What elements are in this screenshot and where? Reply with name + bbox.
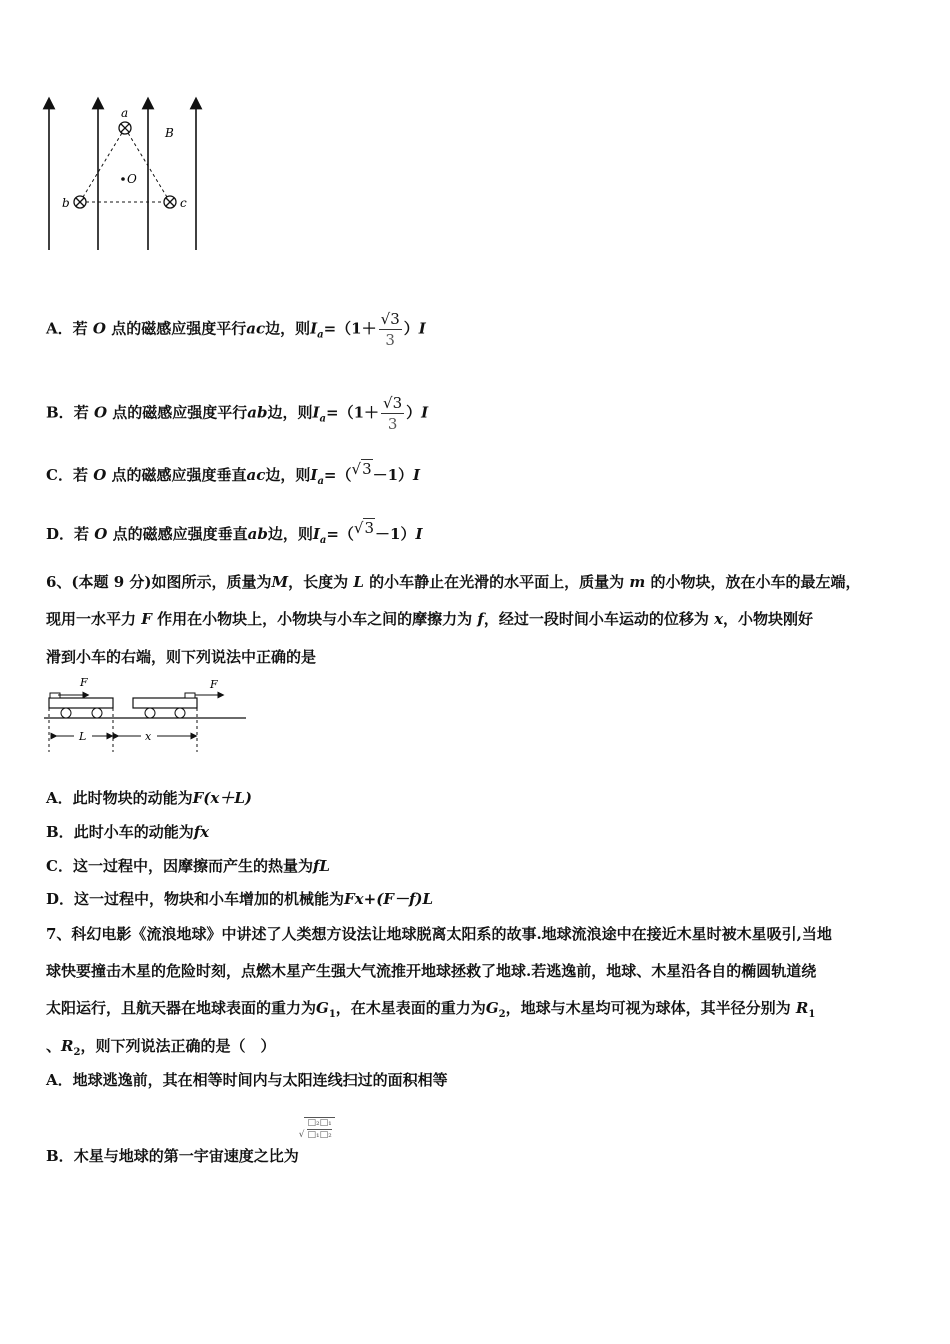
q6-stem-line-2: 现用一水平力 F 作用在小物块上，小物块与小车之间的摩擦力为 f，经过一段时间小车运动的位移为 x，小物块刚好 (46, 610, 814, 628)
fraction-sqrt3-over-3: $\frac{√3}{3}$ (383, 394, 403, 433)
label-b: b (62, 196, 70, 210)
q6-option-b: B．此时小车的动能为fx (46, 823, 210, 841)
label-f-right: F (210, 678, 218, 691)
q6-option-c: C．这一过程中，因摩擦而产生的热量为fL (46, 857, 330, 875)
wheel (61, 708, 71, 718)
wheel (92, 708, 102, 718)
label-o: O (127, 172, 137, 186)
q7-stem-line-2: 球快要撞击木星的危险时刻，点燃木星产生强大气流推开地球拯救了地球.若逃逸前，地球、木星沿各自的椭圆轨道绕 (46, 962, 817, 980)
cart-left (49, 698, 113, 708)
fraction-sqrt3-over-3: $\frac{√3}{3}$ (380, 310, 400, 349)
q7-stem-line-1: 7、科幻电影《流浪地球》中讲述了人类想方设法让地球脱离太阳系的故事.地球流浪途中在接近木星时被木星吸引,当地 (46, 925, 832, 943)
q7-stem-line-4: 、$R_2$，则下列说法正确的是（ ） (46, 1037, 276, 1058)
sqrt-fraction-placeholder: √ □₂□₁ □₁□₂ (299, 1117, 335, 1145)
cart-block-svg (44, 672, 250, 754)
q5-option-d: D．若 O 点的磁感应强度垂直ab边，则$I_a=(√3-1)I$ (46, 519, 423, 546)
q6-option-a: A．此时物块的动能为F(x＋L) (46, 789, 252, 807)
q5-option-c: C．若 O 点的磁感应强度垂直ac边，则$I_a=(√3-1)I$ (46, 460, 421, 487)
cart-right (133, 698, 197, 708)
magnetic-field-svg (40, 95, 210, 255)
q6-stem-line-1: 6、(本题 9 分)如图所示，质量为M，长度为 L 的小车静止在光滑的水平面上，质量为 m 的小物块，放在小车的最左端， (46, 573, 861, 591)
q6-stem-line-3: 滑到小车的右端，则下列说法中正确的是 (46, 648, 317, 666)
triangle-edge-ab (80, 128, 125, 202)
label-l: L (79, 730, 87, 743)
q5-option-b: B．若 O 点的磁感应强度平行ab边，则$I_a=(1+$ $\frac{√3}{3}$ ）I (46, 394, 429, 433)
wire-c-into-page-icon (164, 196, 176, 208)
magnetic-field-figure (40, 95, 210, 255)
wheel (175, 708, 185, 718)
q7-option-a: A．地球逃逸前，其在相等时间内与太阳连线扫过的面积相等 (46, 1071, 448, 1089)
label-c: c (180, 196, 187, 210)
q5-option-a: A．若 O 点的磁感应强度平行ac边，则$I_a=(1+$ $\frac{√3}{3}$ ）I (46, 310, 426, 349)
label-a: a (121, 106, 129, 120)
q7-stem-line-3: 太阳运行，且航天器在地球表面的重力为$G_1$，在木星表面的重力为$G_2$，地球与木星均可视为球体，其半径分别为 $R_1$ (46, 999, 816, 1020)
sqrt-3: √3 (353, 519, 375, 537)
point-o-dot (121, 177, 125, 181)
label-x: x (145, 730, 152, 743)
sqrt-3: √3 (351, 460, 372, 478)
q7-option-b: B．木星与地球的第一宇宙速度之比为√ □₂□₁ □₁□₂ (46, 1141, 335, 1169)
wheel (145, 708, 155, 718)
label-field-b: B (165, 126, 174, 140)
cart-block-figure (44, 672, 250, 754)
block-right (185, 693, 195, 698)
q6-option-d: D．这一过程中，物块和小车增加的机械能为Fx+(F－f)L (46, 890, 434, 908)
wire-b-into-page-icon (74, 196, 86, 208)
label-f-left: F (80, 676, 88, 689)
wire-a-into-page-icon (119, 122, 131, 134)
